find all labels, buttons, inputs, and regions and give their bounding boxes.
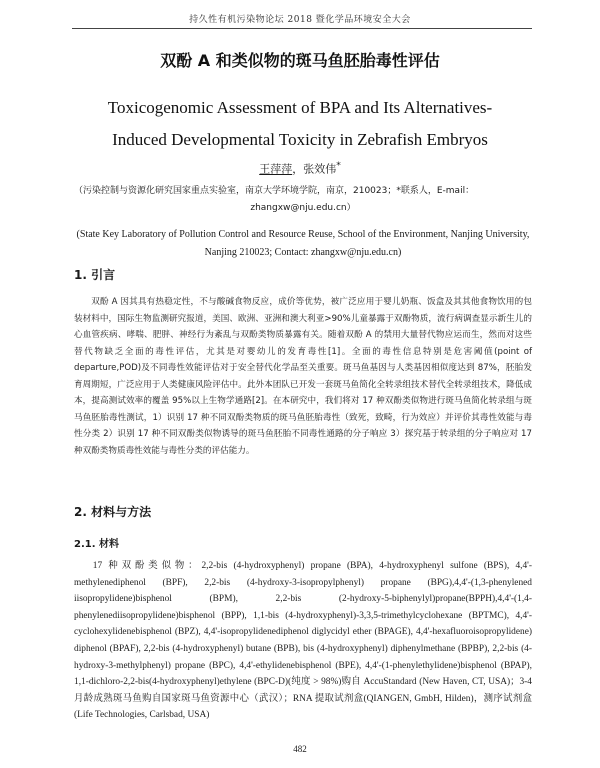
page-number: 482: [293, 744, 307, 754]
affiliation-english: (State Key Laboratory of Pollution Control and Resource Reuse, School of the Environment, Nanjing University, Nanjing 210023; Contact: zhangxw@nju.edu.cn): [76, 229, 530, 258]
author-1: 王萍萍: [259, 162, 293, 176]
author-2: 张效伟: [303, 162, 337, 176]
section-heading-methods: 2. 材料与方法: [74, 505, 152, 519]
subsection-heading-materials: 2.1. 材料: [74, 539, 119, 550]
affiliation-chinese-line1: （污染控制与资源化研究国家重点实验室，南京大学环境学院，南京，210023；*联系人，E-mail：: [74, 186, 475, 196]
materials-paragraph: 17 种双酚类似物：2,2-bis (4-hydroxyphenyl) propane (BPA), 4-hydroxyphenyl sulfone (BPS), 4,4'-methylenediphenol (BPF), 2,2-bis (4-hydroxy-3-isopropylphenyl) propane (BPG),4,4'-(1,3-phenylened iisopropylidene)bisphenol (BPM), 2,2-bis (2-hydroxy-5-biphenylyl)propane(BPPH),4,4'-(1,4-phenylenediisopropylidene)bisphenol (BPP), 1,1-bis (4-hydroxyphenyl)-3,3,5-trimethylcyclohexane (BPTMC), 4,4'-cyclohexylidenebisphenol (BPZ), 4,4'-isopropylidenediphenol diglycidyl ether (BPAGE), 4,4'-hexafluoroisopropylidene) diphenol (BPAF), 2,2-bis (4-hydroxyphenyl) butane (BPB), bis (4-hydroxyphenyl) diphenylmethane (BPBP), 2,2-bis (4-hydroxy-3-methylphenyl) propane (BPC), 4,4'-ethylidenebisphenol (BPE), 4,4'-(1-phenylethylidene)bisphenol (BPAP), 1,1-dichloro-2,2-bis(4-hydroxyphenyl)ethylene (BPC-D)(纯度 > 98%)购自 AccuStandard (New Haven, CT, USA)；3-4 月龄成熟斑马鱼购自国家斑马鱼资源中心（武汉）；RNA 提取试剂盒(QIANGEN, GmbH, Hilden)，测序试剂盒(Life Technologies, Carlsbad, USA): [74, 561, 532, 721]
author-separator: ，: [292, 162, 304, 176]
affiliation-chinese-line2: zhangxw@nju.edu.cn）: [250, 203, 356, 213]
introduction-paragraph: 双酚 A 因其具有热稳定性，不与酸碱食物反应，成价等优势，被广泛应用于婴儿奶瓶、饭盒及其其他食物饮用的包装材料中，国际生物监测研究报道，美国、欧洲、亚洲和澳大利亚>90%儿童暴露于双酚物质，流行病调查显示新生儿的心血管疾病、哮喘、肥胖、神经行为紊乱与双酚类物质暴露有关。随着双酚 A 的禁用大量替代物应运而生，然而对这些替代物缺乏全面的毒性评估，尤其是对婴幼儿的发育毒性[1]。全面的毒性信息特别是危害阈值(point of departure,POD)及不同毒性效能评估对于安全替代化学品至关重要。斑马鱼基因与人类基因相似度达到 87%，胚胎发育周期短，广泛应用于人类健康风险评估中。此外本团队已开发一套斑马鱼简化全转录组技术替代全转录组技术，降低成本，提高测试效率的覆盖 95%以上生物学通路[2]。在本研究中，我们将对 17 种双酚类似物进行斑马鱼简化转录组与斑马鱼胚胎毒性测试，1）识别 17 种不同双酚类物质的斑马鱼胚胎毒性（致死，致畸，行为效应）并评价其毒性效能与毒性分类 2）识别 17 种不同双酚类似物诱导的斑马鱼胚胎不同毒性通路的分子响应 3）探究基于转录组的分子响应对 17 种双酚类物质毒性效能与毒性分类的评估能力。: [74, 297, 532, 456]
header-rule: [72, 28, 532, 29]
affiliation-chinese: [74, 183, 532, 217]
corresponding-mark: *: [336, 160, 341, 171]
title-english: [0, 92, 600, 156]
running-header: 持久性有机污染物论坛 2018 暨化学品环境安全大会: [189, 15, 411, 25]
section-heading-introduction: 1. 引言: [74, 268, 116, 282]
title-english-line1: Toxicogenomic Assessment of BPA and Its Alternatives-: [107, 98, 493, 117]
title-english-line2: Induced Developmental Toxicity in Zebrafish Embryos: [112, 130, 488, 149]
authors: [0, 160, 600, 177]
title-chinese: 双酚 A 和类似物的斑马鱼胚胎毒性评估: [160, 51, 440, 70]
